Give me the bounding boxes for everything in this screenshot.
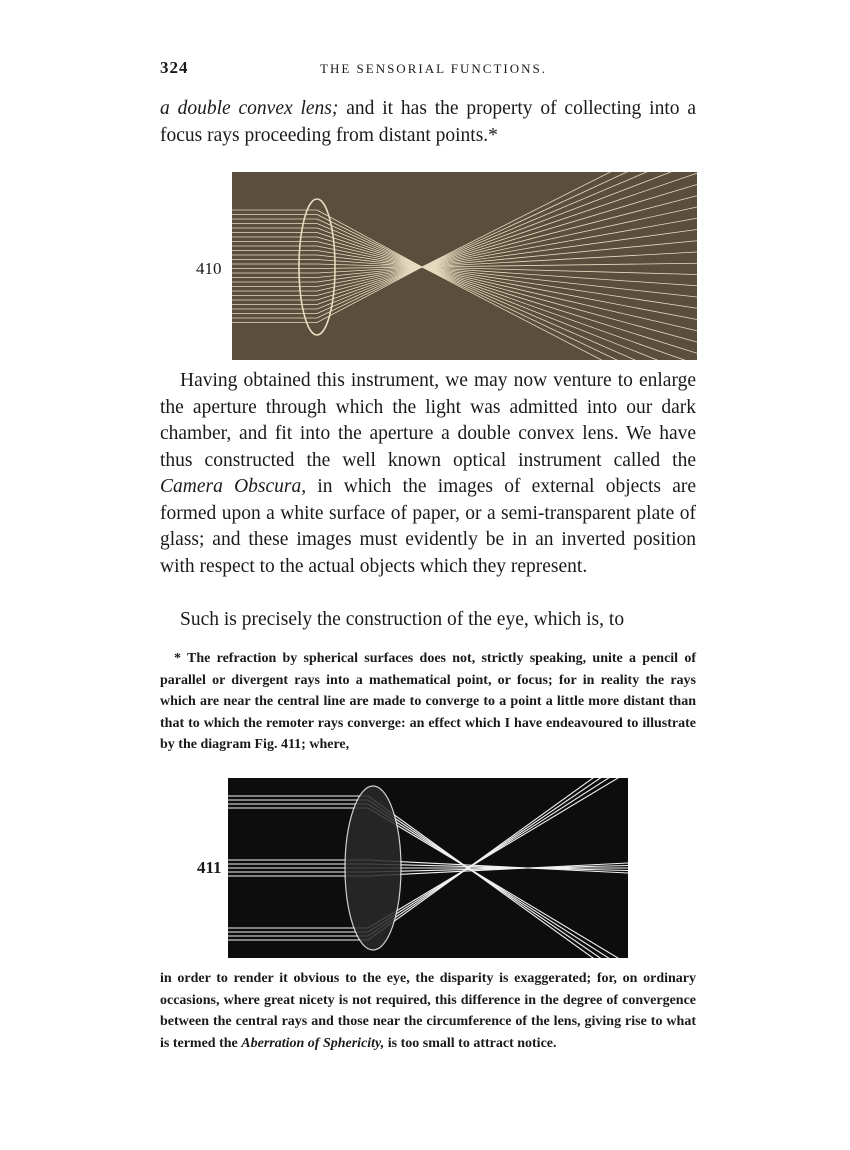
figure-411-lens [345, 786, 401, 950]
paragraph-camera-obscura-text-b: in which the images of external objects are formed upon a white surface of paper, or a semi-transparent plate of glass; and these images must evidently be in an inverted position with respect to the actual objects which they represent. [160, 476, 696, 577]
paragraph-camera-obscura [160, 368, 696, 580]
page-header [160, 58, 700, 86]
running-head: THE SENSORIAL FUNCTIONS. [320, 61, 547, 76]
footnote-aberration-text-a: in order to render it obvious to the eye, the disparity is exaggerated; for, on ordinary occasions, where great nicety is not required, this difference in the degree of convergence between the central rays and those near the circumference of the lens, giving rise to what is termed the [160, 971, 696, 1051]
paragraph-camera-obscura-text-a: Having obtained this instrument, we may now venture to enlarge the aperture through which the light was admitted into our dark chamber, and fit into the aperture a double convex lens. We have thus constructed the well known optical instrument called the [160, 370, 696, 471]
paragraph-eye-construction: Such is precisely the construction of the eye, which is, to [180, 609, 625, 630]
page-number: 324 [160, 58, 189, 77]
footnote-aberration-continued [160, 968, 696, 1054]
figure-410-convex-lens-diagram [232, 172, 697, 360]
term-double-convex-lens: a double convex lens; [160, 98, 339, 119]
figure-411-aberration-diagram [228, 778, 628, 958]
term-camera-obscura: Camera Obscura, [160, 476, 307, 497]
footnote-refraction: * The refraction by spherical surfaces does not, strictly speaking, unite a pencil of parallel or divergent rays into a mathematical point, or focus; for in reality the rays which are near the central line are made to converge to a point a little more distant than that to which the remoter rays converge: an effect which I have endeavoured to illustrate by the diagram Fig. 411; where, [160, 651, 696, 752]
footnote-aberration-text-b: is too small to attract notice. [384, 1035, 557, 1051]
paragraph-lens-text: and it has the property of collecting into a focus rays proceeding from distant points.* [160, 98, 696, 146]
term-aberration-of-sphericity: Aberration of Sphericity, [241, 1035, 385, 1051]
figure-411-label: 411 [197, 858, 222, 877]
paragraph-lens [160, 96, 696, 149]
figure-410-label: 410 [196, 259, 222, 278]
figure-410-background [232, 172, 697, 360]
